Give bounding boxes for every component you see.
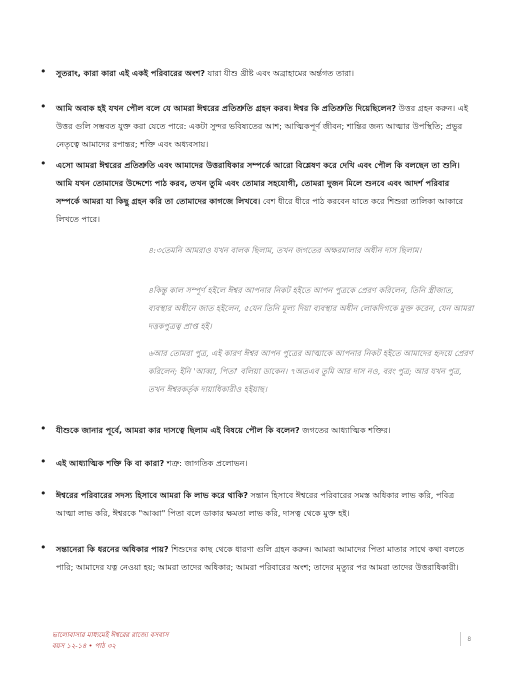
- list-item: [40, 540, 474, 576]
- question-text: এই আধ্যাত্মিক শক্তি কি বা কারা?: [56, 458, 165, 468]
- question-text: আমি অবাক হই যখন পৌল বলে যে আমরা ঈশ্বরের প্রতিশ্রুতি গ্রহন করব। ঈশ্বর কি প্রতিশ্রুতি দিয়েছিলেন?: [56, 103, 397, 113]
- list-item: [40, 421, 474, 439]
- bullet-icon: •: [40, 65, 47, 78]
- list-item: [40, 99, 474, 153]
- question-text: যীশুকে জানার পূর্বে, আমরা কার দাসত্বে ছিলাম এই বিষয়ে পৌল কি বলেন?: [56, 425, 300, 435]
- question-text: সুতরাং, কারা কারা এই একই পরিবারের অংশ?: [56, 68, 205, 78]
- scripture-quote: ৪কিন্তু কাল সম্পূর্ণ হইলে ঈশ্বর আপনার নিকট হইতে আপন পুত্রকে প্রেরণ করিলেন, তিনি স্ত্রীজাত, ব্যবস্থার অধীনে জাত হইলেন, ৫যেন তিনি মূল্য দিয়া ব্যবস্থার অধীন লোকদিগকে মুক্ত করেন, যেন আমরা দত্তকপুত্রত্ব প্রাপ্ত হই।: [148, 286, 474, 331]
- bullet-icon: •: [40, 541, 47, 554]
- list-item: [40, 64, 474, 82]
- answer-text: শত্রু: জাগতিক প্রলোভন।: [164, 458, 248, 468]
- question-text: ঈশ্বরের পরিবারের সদস্য হিসাবে আমরা কি লাভ করে থাকি?: [56, 490, 248, 500]
- answer-text: জগতের আধ্যাত্মিক শক্তির।: [299, 425, 391, 435]
- list-item: [40, 454, 474, 472]
- footer-subtitle: বয়স ১২-১৪ • পাঠ ৩২: [52, 642, 116, 650]
- bullet-icon: •: [40, 422, 47, 435]
- question-text: সন্তানেরা কি ধরনের অধিকার পায়?: [56, 544, 169, 554]
- answer-text: সন্তান হিসাবে ঈশ্বরের পরিবারের সমস্ত অধিকার লাভ করি, পবিত্র আত্মা লাভ করি, ঈশ্বরকে "আব্বা" পিতা বলে ডাকার ক্ষমতা লাভ করি, দাসত্ব থেকে মুক্ত হই।: [56, 490, 455, 518]
- scripture-quote: ৬আর তোমরা পুত্র, এই কারণ ঈশ্বর আপন পুত্রের আত্মাকে আপনার নিকট হইতে আমাদের হৃদয়ে প্রেরণ করিলেন; ইনি 'আব্বা, পিতা' বলিয়া ডাকেন। ৭অতএব তুমি আর দাস নও, বরং পুত্র; আর যখন পুত্র, তখন ঈশ্বরকর্তৃক দায়াধিকারীও হইয়াছ।: [148, 349, 473, 394]
- list-item: [40, 486, 474, 522]
- question-text: এসো আমরা ঈশ্বরের প্রতিশ্রুতি এবং আমাদের উত্তরাধিকার সম্পর্কে আরো বিশ্লেষণ করে দেখি এবং পৌল কি বলছেন তা শুনি। আমি যখন তোমাদের উদ্দেশ্যে পাঠ করব, তখন তুমি এবং তোমার সহযোগী, তোমরা দুজন মিলে শুনবে এবং আদর্শ পরিবার সম্পর্কে আমরা যা কিছু গ্রহন করি তা তোমাদের কাগজে লিখবে।: [56, 160, 460, 206]
- answer-text: যারা যীশু খ্রীষ্ট এবং অব্রাহামের অর্ন্তগত তারা।: [204, 68, 355, 78]
- scripture-quote: ৪:৩তেমনি আমরাও যখন বালক ছিলাম, তখন জগতের অক্ষরমালার অধীন দাস ছিলাম।: [148, 246, 422, 255]
- page-footer: [52, 630, 169, 652]
- list-item: [40, 156, 474, 228]
- answer-text: বেশ ধীরে ধীরে পাঠ করবেন যাতে করে শিশুরা তালিকা আকারে লিখতে পারে।: [56, 196, 464, 224]
- bullet-icon: •: [40, 455, 47, 468]
- footer-title: ভালোবাসার মাধ্যমেই ঈশ্বরের রাজ্যে বসবাস: [52, 631, 169, 639]
- page-number: ৪: [460, 632, 472, 646]
- bullet-icon: •: [40, 487, 47, 500]
- bullet-icon: •: [40, 100, 47, 113]
- answer-text: শিশুদের কাছ থেকে ধারণা গুলি গ্রহন করুন। আমরা আমাদের পিতা মাতার সাথে কথা বলতে পারি; আমাদের যত্ন নেওয়া হয়; আমরা তাদের অধিকার; আমরা পরিবারের অংশ; তাদের মৃত্যুর পর আমরা তাদের উত্তরাধিকারী।: [56, 544, 465, 572]
- answer-text: উত্তর গ্রহন করুন। এই উত্তর গুলি সম্ভবত যুক্ত করা যেতে পারে: একটা সুন্দর ভবিষ্যতের আশ; আত্মিকপূর্ণ জীবন; শান্তির জন্য আত্মার উপস্থিতি; প্রভুর নেতৃত্বে আমাদের রপান্তর; শক্তি এবং অধ্যবসায়।: [56, 103, 469, 149]
- bullet-icon: •: [40, 157, 47, 170]
